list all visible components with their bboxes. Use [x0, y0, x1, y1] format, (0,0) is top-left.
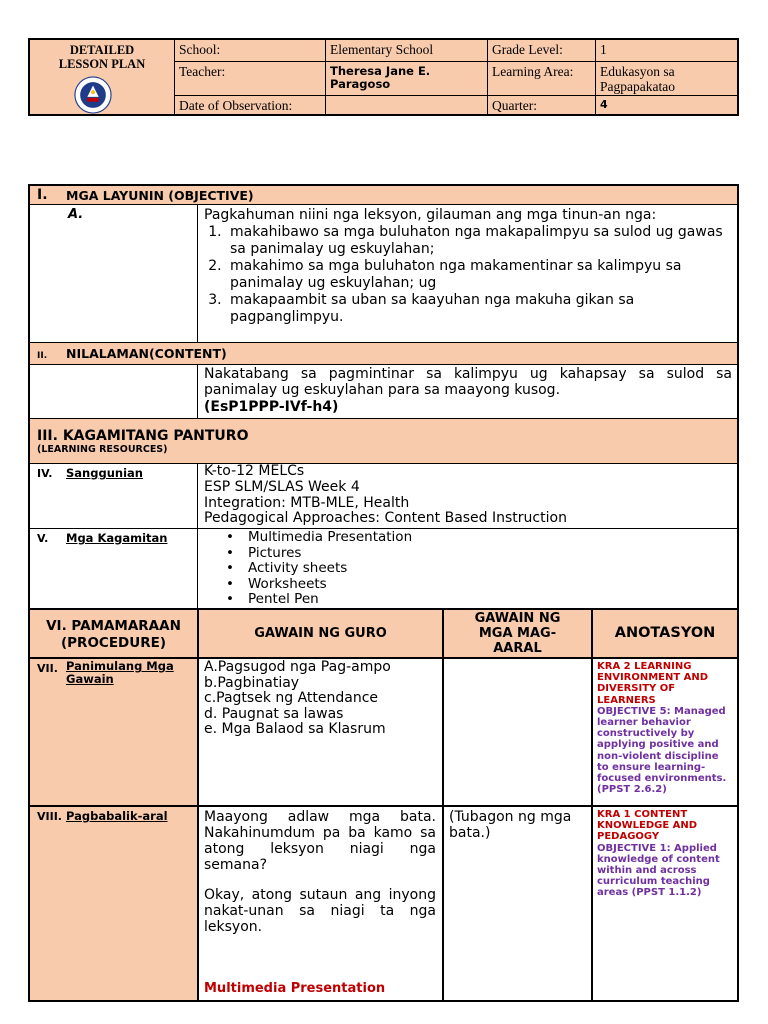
- column-divider: [591, 659, 593, 805]
- content-text: Nakatabang sa pagmintinar sa kalimpyu ug kahapsay sa sulod sa panimalay ug eskuylahan para sa maayong kusog.: [204, 366, 732, 398]
- column-divider: [442, 807, 444, 1000]
- sanggunian-list: [204, 464, 732, 527]
- annotation-kra-line: KNOWLEDGE AND: [597, 820, 698, 832]
- pagbabalik-label-cell: [30, 807, 197, 1000]
- sanggunian-line: K-to-12 MELCs: [204, 463, 305, 479]
- section-number: IV.: [37, 467, 53, 480]
- student-response-line: bata.): [449, 825, 491, 841]
- materials-item: • Multimedia Presentation: [226, 530, 726, 546]
- materials-item: • Pictures: [226, 546, 726, 562]
- annotation-kra-line: PEDAGOGY: [597, 831, 660, 843]
- materials-item: • Pentel Pen: [226, 592, 726, 608]
- kagamitan-row: [30, 529, 737, 610]
- lesson-plan-header: [28, 38, 739, 116]
- objective-row: [30, 205, 737, 343]
- student-head-line: GAWAIN NG: [474, 611, 561, 626]
- annotation-kra-line: DIVERSITY OF: [597, 683, 676, 695]
- sanggunian-line: ESP SLM/SLAS Week 4: [204, 478, 360, 495]
- doc-title-line: LESSON PLAN: [58, 57, 146, 71]
- column-divider: [442, 659, 444, 805]
- annotation-objective-line: to ensure learning-: [597, 761, 706, 773]
- objective-content: [204, 207, 732, 326]
- procedure-col1-head: [30, 610, 197, 657]
- objective-item: 2. makahimo sa mga buluhaton nga makamentinar sa kalimpyu sa panimalay ug eskuylahan; ug: [226, 258, 732, 292]
- section-number: V.: [37, 532, 49, 545]
- column-divider: [197, 365, 198, 418]
- quarter-label: Quarter:: [488, 96, 596, 114]
- panimulang-row: [30, 659, 737, 807]
- objective-list: [226, 224, 732, 326]
- panimulang-label-line: Panimulang Mga: [66, 659, 174, 673]
- section-number: I.: [37, 187, 48, 203]
- panimulang-label-line: Gawain: [66, 671, 114, 686]
- annotation-objective-line: focused environments.: [597, 773, 727, 785]
- annotation-head: ANOTASYON: [614, 625, 716, 641]
- column-divider: [197, 807, 199, 1000]
- student-head-line: AARAL: [493, 641, 542, 656]
- sanggunian-label: Sanggunian: [66, 466, 143, 480]
- annotation-objective-line: OBJECTIVE 1: Applied: [597, 842, 717, 854]
- teacher-step: c.Pagtsek ng Attendance: [204, 690, 379, 707]
- content-row: [30, 365, 737, 419]
- annotation-objective-line: constructively by: [597, 728, 695, 740]
- resources-subtitle: (LEARNING RESOURCES): [37, 444, 168, 455]
- pagbabalik-label: Pagbabalik-aral: [66, 809, 168, 823]
- annotation-kra-line: ENVIRONMENT AND: [597, 672, 709, 684]
- kagamitan-label: Mga Kagamitan: [66, 531, 168, 545]
- teacher-step: e. Mga Balaod sa Klasrum: [204, 721, 386, 738]
- procedure-col2-head: [197, 610, 442, 657]
- section-number: II.: [37, 351, 48, 361]
- procedure-title: VI. PAMAMARAAN: [46, 618, 181, 634]
- pagbabalik-teacher-p1: Maayong adlaw mga bata. Nakahinumdum pa ba kamo sa atong leksyon niagi nga semana?: [204, 809, 436, 873]
- content-title: NILALAMAN(CONTENT): [66, 346, 227, 361]
- annotation-kra-line: LEARNERS: [597, 694, 656, 706]
- procedure-col3-head: [442, 610, 591, 657]
- column-divider: [591, 807, 593, 1000]
- teacher-label: Teacher:: [175, 62, 326, 96]
- column-divider: [197, 659, 199, 805]
- annotation-objective-line: areas (PPST 1.1.2): [597, 887, 702, 899]
- teacher-name-line: Paragoso: [330, 77, 391, 91]
- teacher-value: [326, 62, 488, 96]
- doc-title: [30, 43, 174, 71]
- pagbabalik-annotation: [597, 809, 735, 899]
- annotation-objective-line: knowledge of content: [597, 853, 720, 865]
- section-number: VII.: [37, 662, 58, 675]
- objective-title: MGA LAYUNIN (OBJECTIVE): [66, 188, 254, 203]
- section-number: VIII.: [37, 810, 62, 823]
- grade-value: 1: [596, 40, 737, 62]
- annotation-objective-line: learner behavior: [597, 717, 691, 729]
- teacher-activity-head: GAWAIN NG GURO: [254, 626, 387, 641]
- area-value: [596, 62, 737, 96]
- annotation-kra-line: KRA 2 LEARNING: [597, 661, 692, 672]
- materials-list: [226, 530, 726, 608]
- student-response-line: (Tubagon ng mga: [449, 809, 572, 825]
- procedure-subtitle: (PROCEDURE): [60, 635, 167, 651]
- panimulang-label: [66, 660, 174, 685]
- area-label: Learning Area:: [488, 62, 596, 96]
- annotation-objective-line: curriculum teaching: [597, 876, 710, 888]
- column-divider: [197, 529, 198, 608]
- school-label: School:: [175, 40, 326, 62]
- panimulang-annotation: [597, 661, 735, 795]
- content-header-row: [30, 343, 737, 365]
- teacher-step: b.Pagbinatiay: [204, 674, 300, 691]
- pagbabalik-student: [449, 809, 589, 841]
- title-cell: [30, 40, 175, 114]
- objective-sub-label: A.: [68, 207, 84, 222]
- sanggunian-row: [30, 464, 737, 529]
- procedure-header-row: [30, 610, 737, 659]
- objective-intro: Pagkahuman niini nga leksyon, gilauman ang mga tinun-an nga:: [204, 207, 657, 223]
- materials-item: • Worksheets: [226, 577, 726, 593]
- annotation-objective-line: applying positive and: [597, 739, 719, 751]
- resources-title: III. KAGAMITANG PANTURO: [37, 428, 249, 444]
- area-value-line: Pagpapakatao: [600, 79, 675, 94]
- objective-header-row: [30, 186, 737, 205]
- quarter-value: 4: [600, 98, 608, 111]
- teacher-step: d. Paugnat sa lawas: [204, 705, 344, 722]
- pagbabalik-row: [30, 807, 737, 1000]
- teacher-name-line: Theresa Jane E.: [330, 64, 431, 78]
- sanggunian-line: Pedagogical Approaches: Content Based Instruction: [204, 510, 567, 527]
- multimedia-label: Multimedia Presentation: [204, 981, 386, 996]
- annotation-kra-line: KRA 1 CONTENT: [597, 809, 688, 820]
- panimulang-label-cell: [30, 659, 197, 805]
- grade-label: Grade Level:: [488, 40, 596, 62]
- resources-header-row: [30, 419, 737, 464]
- annotation-objective-line: (PPST 2.6.2): [597, 784, 667, 796]
- student-activity-head: [444, 611, 591, 656]
- date-value: [326, 96, 488, 114]
- materials-item: • Activity sheets: [226, 561, 726, 577]
- deped-seal-icon: [74, 76, 112, 114]
- annotation-objective-line: non-violent discipline: [597, 750, 719, 762]
- objective-item: 1. makahibawo sa mga buluhaton nga makapalimpyu sa sulod ug gawas sa panimalay ug eskuylahan;: [226, 224, 732, 258]
- school-value: Elementary School: [326, 40, 488, 62]
- sanggunian-line: Integration: MTB-MLE, Health: [204, 494, 410, 511]
- doc-title-line: DETAILED: [69, 43, 135, 57]
- annotation-objective-line: OBJECTIVE 5: Managed: [597, 705, 726, 717]
- procedure-col4-head: [591, 610, 737, 657]
- column-divider: [197, 464, 198, 528]
- date-label: Date of Observation:: [175, 96, 326, 114]
- pagbabalik-teacher-p2: Okay, atong sutaun ang inyong nakat-unan sa niagi ta nga leksyon.: [204, 887, 436, 935]
- annotation-objective-line: within and across: [597, 865, 697, 877]
- objective-item: 3. makapaambit sa uban sa kaayuhan nga makuha gikan sa pagpanglimpyu.: [226, 292, 732, 326]
- teacher-step: A.Pagsugod nga Pag-ampo: [204, 659, 391, 675]
- panimulang-teacher: [204, 660, 438, 738]
- lesson-plan-table: [28, 184, 739, 1002]
- area-value-line: Edukasyon sa: [600, 64, 675, 79]
- student-head-line: MGA MAG-: [478, 626, 557, 641]
- column-divider: [197, 205, 198, 342]
- content-code: (EsP1PPP-IVf-h4): [204, 399, 339, 415]
